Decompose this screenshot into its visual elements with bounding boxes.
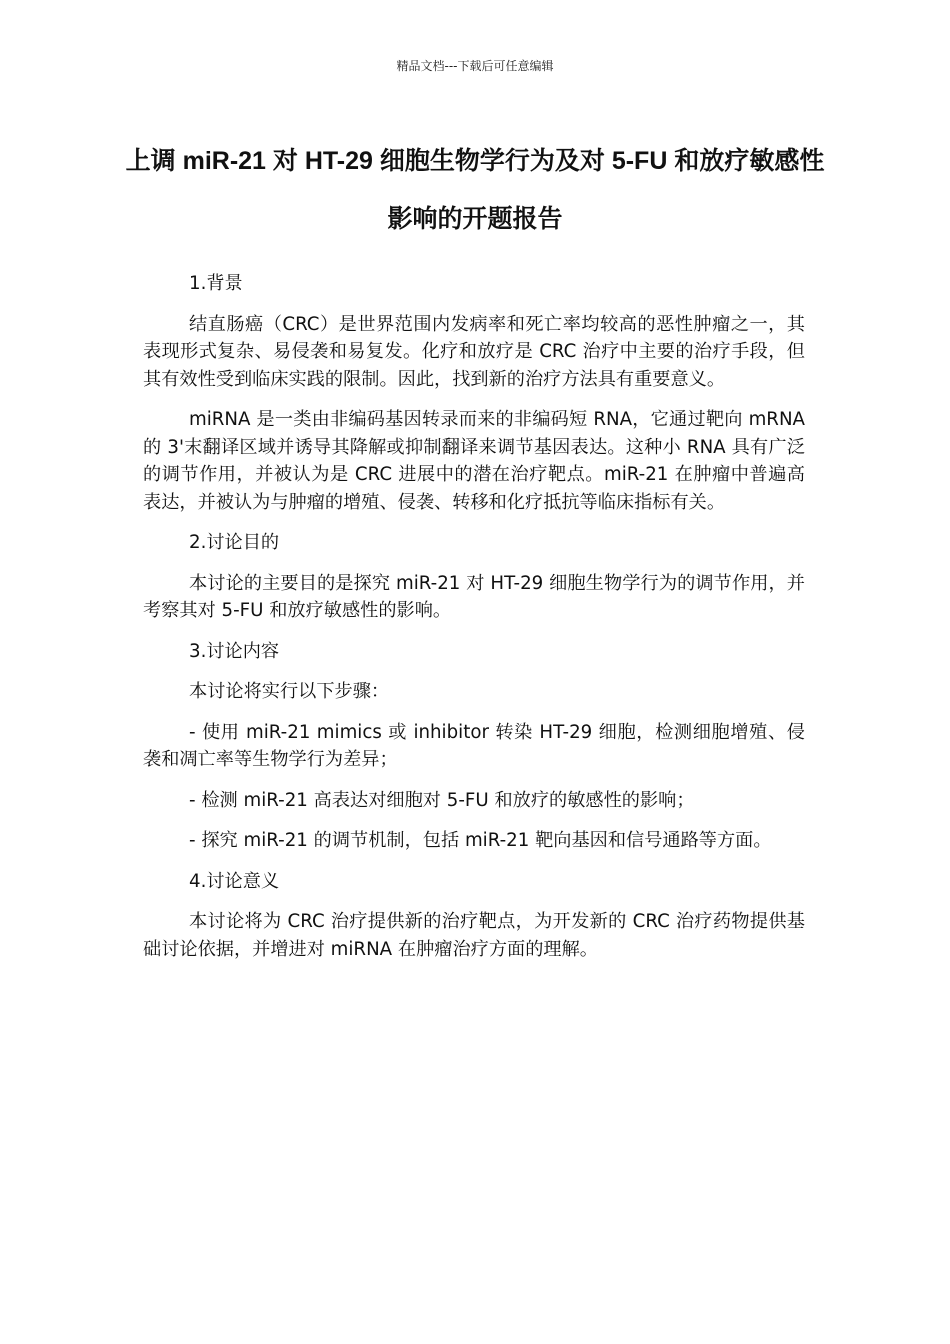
content-step-3: - 探究 miR-21 的调节机制，包括 miR-21 靶向基因和信号通路等方面。 <box>189 830 772 851</box>
section-heading-significance: 4.讨论意义 <box>189 870 280 892</box>
content-step-2: - 检测 miR-21 高表达对细胞对 5-FU 和放疗的敏感性的影响； <box>189 789 695 811</box>
purpose-paragraph: 本讨论的主要目的是探究 miR-21 对 HT-29 细胞生物学行为的调节作用，并考察其对 5-FU 和放疗敏感性的影响。 <box>143 572 805 621</box>
header-note: 精品文档---下载后可任意编辑 <box>396 59 554 73</box>
background-paragraph-1: 结直肠癌（CRC）是世界范围内发病率和死亡率均较高的恶性肿瘤之一，其表现形式复杂、易侵袭和易复发。化疗和放疗是 CRC 治疗中主要的治疗手段，但其有效性受到临床实践的限制。因此，找到新的治疗方法具有重要意义。 <box>143 313 805 390</box>
content-step-1: - 使用 miR-21 mimics 或 inhibitor 转染 HT-29 细胞，检测细胞增殖、侵袭和凋亡率等生物学行为差异； <box>143 721 805 770</box>
section-heading-purpose: 2.讨论目的 <box>189 532 280 553</box>
content-intro: 本讨论将实行以下步骤： <box>189 681 390 702</box>
background-paragraph-2: miRNA 是一类由非编码基因转录而来的非编码短 RNA，它通过靶向 mRNA 的 3'末翻译区域并诱导其降解或抑制翻译来调节基因表达。这种小 RNA 具有广泛的调节作用，并被认为是 CRC 进展中的潜在治疗靶点。miR-21 在肿瘤中普遍高表达，并被认为与肿瘤的增殖、侵袭、转移和化疗抵抗等临床指标有关。 <box>143 409 805 513</box>
document-title: 上调 miR-21 对 HT-29 细胞生物学行为及对 5-FU 和放疗敏感性影响的开题报告 <box>125 147 825 233</box>
document-body <box>143 270 805 976</box>
section-heading-background: 1.背景 <box>189 273 243 294</box>
section-heading-content: 3.讨论内容 <box>189 640 280 662</box>
significance-paragraph: 本讨论将为 CRC 治疗提供新的治疗靶点，为开发新的 CRC 治疗药物提供基础讨论依据，并增进对 miRNA 在肿瘤治疗方面的理解。 <box>143 911 805 960</box>
